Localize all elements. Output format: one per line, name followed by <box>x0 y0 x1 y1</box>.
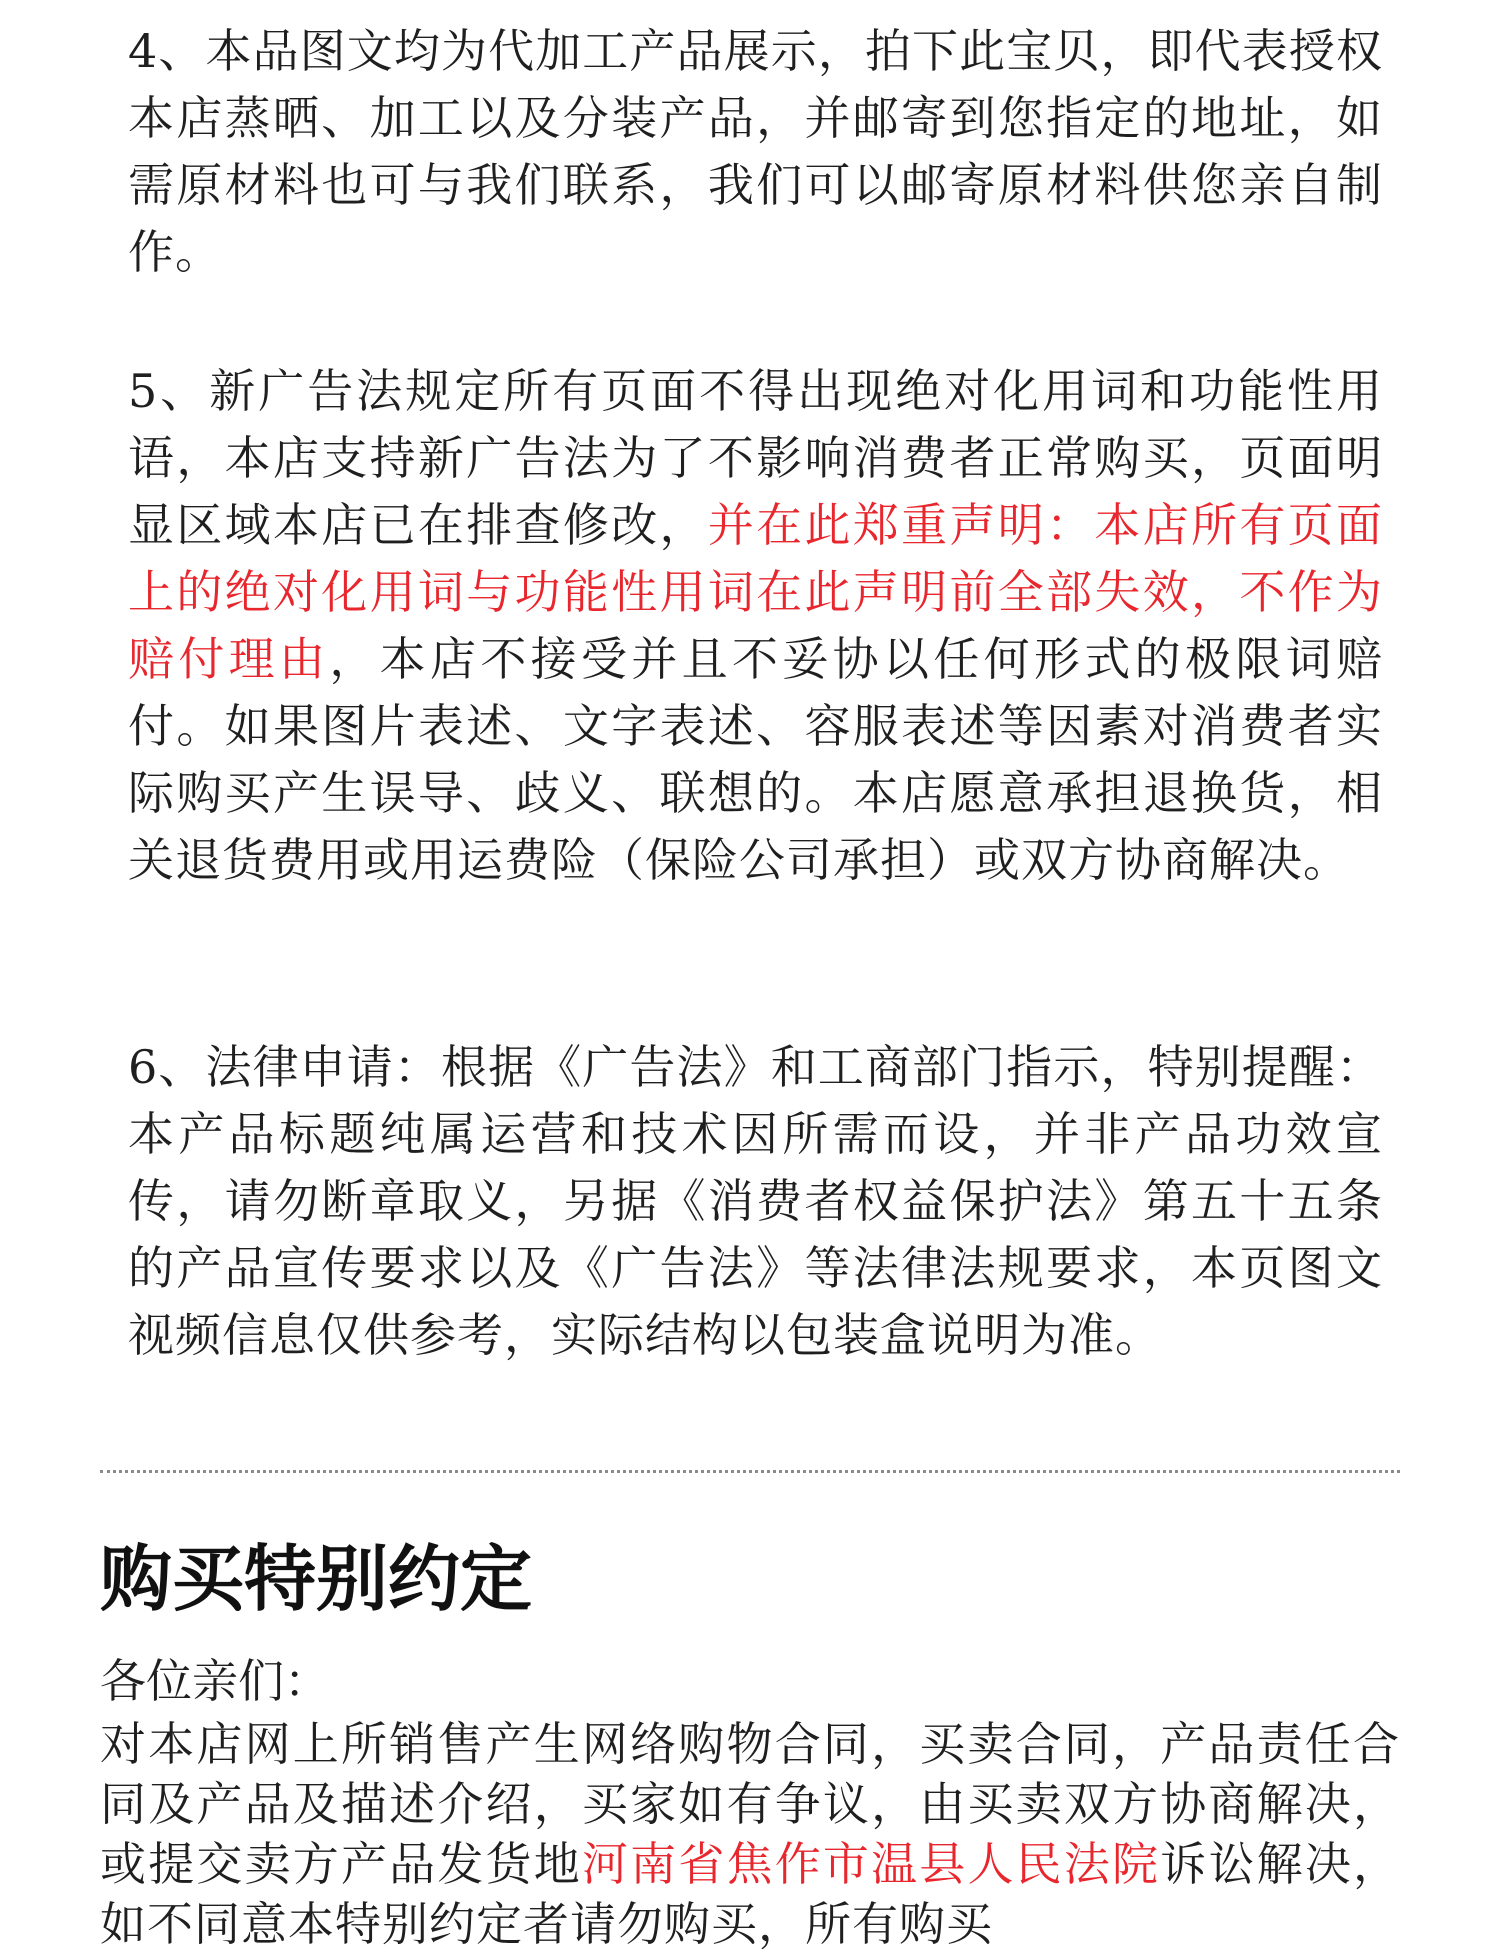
notice-item-5 <box>128 358 1383 894</box>
notice-5-text: 5、新广告法规定所有页面不得出现绝对化用词和功能性用语，本店支持新广告法为了不影响消费者正常购买，页面明显区域本店已在排查修改， <box>128 364 1383 552</box>
dotted-divider <box>100 1470 1400 1473</box>
agreement-text: 对本店网上所销售产生网络购物合同，买卖合同，产品责任合同及产品及描述介绍，买家如有争议，由买卖双方协商解决，或提交卖方产品发货地 <box>100 1717 1400 1891</box>
greeting-text: 各位亲们： <box>100 1654 330 1708</box>
notice-5-text-end: ，本店不接受并且不妥协以任何形式的极限词赔付。如果图片表述、文字表述、容服表述等因素对消费者实际购买产生误导、歧义、联想的。本店愿意承担退换货，相关退货费用或用运费险（保险公司承担）或双方协商解决。 <box>128 632 1384 887</box>
notice-item-4 <box>128 18 1383 286</box>
notice-4-text: 4、本品图文均为代加工产品展示，拍下此宝贝，即代表授权本店蒸晒、加工以及分装产品，并邮寄到您指定的地址，如需原材料也可与我们联系，我们可以邮寄原材料供您亲自制作。 <box>128 24 1383 279</box>
agreement-text-end: 诉讼解决，如不同意本特别约定者请勿购买，所有购买 <box>100 1837 1401 1951</box>
notice-6-text: 6、法律申请：根据《广告法》和工商部门指示，特别提醒：本产品标题纯属运营和技术因所需而设，并非产品功效宣传，请勿断章取义，另据《消费者权益保护法》第五十五条的产品宣传要求以及《广告法》等法律法规要求，本页图文视频信息仅供参考，实际结构以包装盒说明为准。 <box>128 1040 1383 1362</box>
agreement-body <box>100 1714 1400 1954</box>
court-name-highlight: 河南省焦作市温县人民法院 <box>581 1837 1161 1891</box>
notice-5-highlight: 并在此郑重声明：本店所有页面上的绝对化用词与功能性用词在此声明前全部失效，不作为赔付理由 <box>128 498 1384 686</box>
section-title: 购买特别约定 <box>100 1536 533 1621</box>
notice-item-6 <box>128 1034 1383 1369</box>
